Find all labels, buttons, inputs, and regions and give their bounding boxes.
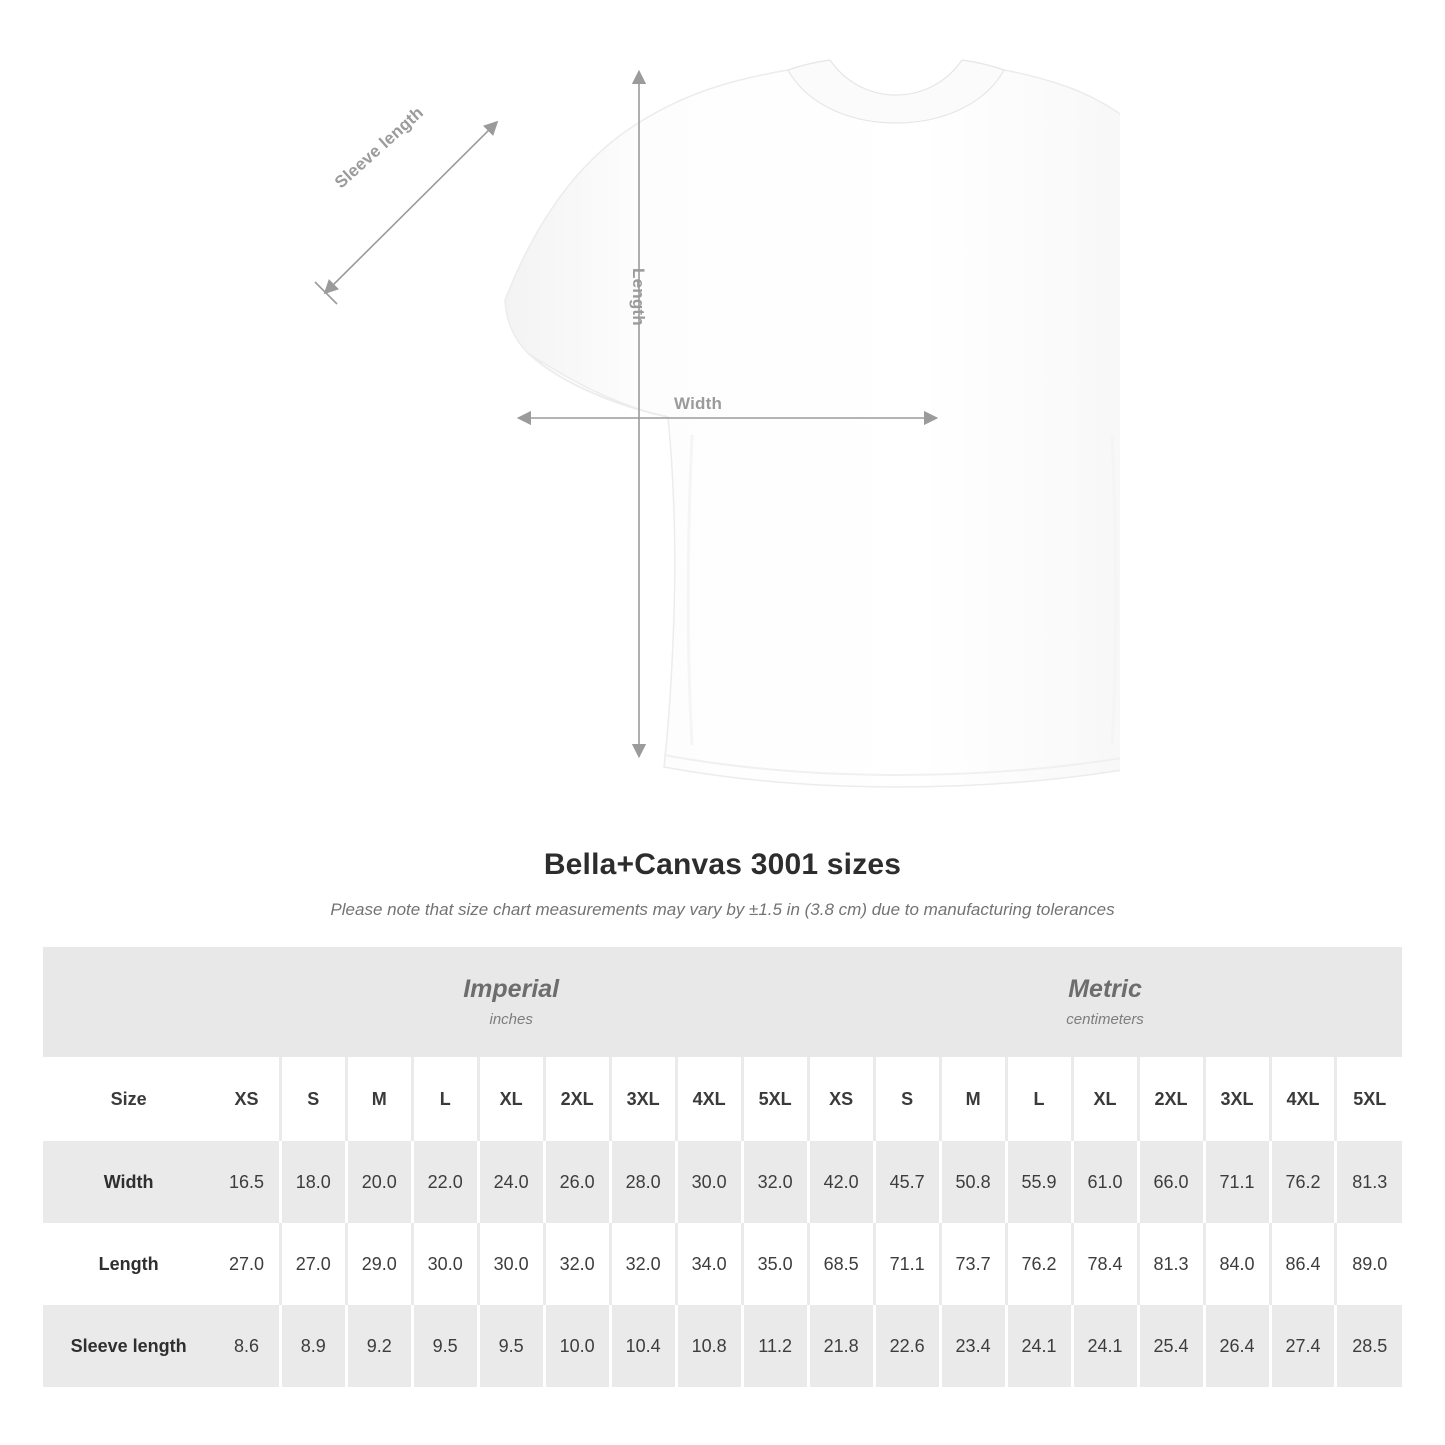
sleeve-length-label: Sleeve length — [331, 102, 428, 193]
size-header-cell: XL — [478, 1057, 544, 1141]
cell-length-metric: 68.5 — [808, 1223, 874, 1305]
cell-sleeve-metric: 28.5 — [1336, 1305, 1402, 1387]
size-header-cell: M — [940, 1057, 1006, 1141]
cell-width-metric: 76.2 — [1270, 1141, 1336, 1223]
cell-sleeve-imperial: 10.8 — [676, 1305, 742, 1387]
width-label: Width — [674, 394, 723, 413]
size-chart-table-wrapper — [43, 947, 1402, 1387]
cell-width-metric: 55.9 — [1006, 1141, 1072, 1223]
cell-sleeve-imperial: 10.0 — [544, 1305, 610, 1387]
cell-sleeve-metric: 24.1 — [1072, 1305, 1138, 1387]
cell-width-imperial: 32.0 — [742, 1141, 808, 1223]
cell-sleeve-metric: 26.4 — [1204, 1305, 1270, 1387]
cell-sleeve-imperial: 8.6 — [214, 1305, 280, 1387]
row-label-width: Width — [43, 1141, 214, 1223]
size-header-cell: S — [874, 1057, 940, 1141]
unit-header-metric — [808, 947, 1402, 1057]
size-header-cell: 2XL — [1138, 1057, 1204, 1141]
cell-width-metric: 45.7 — [874, 1141, 940, 1223]
length-label: Length — [629, 268, 648, 326]
cell-length-metric: 76.2 — [1006, 1223, 1072, 1305]
cell-width-imperial: 16.5 — [214, 1141, 280, 1223]
cell-width-metric: 81.3 — [1336, 1141, 1402, 1223]
row-label-sleeve-length: Sleeve length — [43, 1305, 214, 1387]
table-row — [43, 1223, 1402, 1305]
metric-title: Metric — [1068, 974, 1142, 1003]
cell-length-imperial: 29.0 — [346, 1223, 412, 1305]
cell-length-metric: 86.4 — [1270, 1223, 1336, 1305]
size-header-cell: S — [280, 1057, 346, 1141]
cell-width-metric: 71.1 — [1204, 1141, 1270, 1223]
size-header-cell: L — [412, 1057, 478, 1141]
cell-width-imperial: 24.0 — [478, 1141, 544, 1223]
cell-width-metric: 50.8 — [940, 1141, 1006, 1223]
cell-sleeve-metric: 27.4 — [1270, 1305, 1336, 1387]
cell-width-metric: 66.0 — [1138, 1141, 1204, 1223]
cell-length-metric: 89.0 — [1336, 1223, 1402, 1305]
table-row — [43, 1141, 1402, 1223]
size-header-cell: 5XL — [1336, 1057, 1402, 1141]
cell-length-imperial: 27.0 — [214, 1223, 280, 1305]
imperial-title: Imperial — [463, 974, 560, 1003]
cell-width-metric: 42.0 — [808, 1141, 874, 1223]
cell-length-imperial: 30.0 — [478, 1223, 544, 1305]
cell-sleeve-metric: 23.4 — [940, 1305, 1006, 1387]
cell-length-metric: 84.0 — [1204, 1223, 1270, 1305]
cell-length-metric: 73.7 — [940, 1223, 1006, 1305]
cell-width-imperial: 30.0 — [676, 1141, 742, 1223]
cell-width-imperial: 28.0 — [610, 1141, 676, 1223]
cell-length-imperial: 27.0 — [280, 1223, 346, 1305]
metric-subtitle: centimeters — [1066, 1011, 1144, 1029]
measurement-arrows — [300, 55, 1120, 795]
cell-sleeve-metric: 21.8 — [808, 1305, 874, 1387]
cell-sleeve-metric: 22.6 — [874, 1305, 940, 1387]
size-header-cell: XS — [808, 1057, 874, 1141]
cell-length-imperial: 34.0 — [676, 1223, 742, 1305]
cell-width-imperial: 20.0 — [346, 1141, 412, 1223]
size-header-cell: 5XL — [742, 1057, 808, 1141]
size-chart-table — [43, 947, 1402, 1387]
row-label-length: Length — [43, 1223, 214, 1305]
unit-header-row — [43, 947, 1402, 1057]
cell-length-imperial: 32.0 — [610, 1223, 676, 1305]
cell-length-imperial: 30.0 — [412, 1223, 478, 1305]
cell-length-imperial: 32.0 — [544, 1223, 610, 1305]
cell-length-metric: 81.3 — [1138, 1223, 1204, 1305]
cell-sleeve-imperial: 10.4 — [610, 1305, 676, 1387]
cell-width-imperial: 26.0 — [544, 1141, 610, 1223]
cell-sleeve-imperial: 9.2 — [346, 1305, 412, 1387]
cell-sleeve-metric: 25.4 — [1138, 1305, 1204, 1387]
imperial-subtitle: inches — [489, 1011, 533, 1029]
tolerance-note: Please note that size chart measurements may vary by ±1.5 in (3.8 cm) due to manufacturing tolerances — [330, 900, 1115, 919]
page-title: Bella+Canvas 3001 sizes — [543, 848, 902, 881]
size-row-label: Size — [43, 1057, 214, 1141]
cell-length-metric: 78.4 — [1072, 1223, 1138, 1305]
size-header-cell: 3XL — [610, 1057, 676, 1141]
size-header-cell: L — [1006, 1057, 1072, 1141]
cell-width-imperial: 22.0 — [412, 1141, 478, 1223]
cell-sleeve-imperial: 9.5 — [478, 1305, 544, 1387]
size-header-cell: 3XL — [1204, 1057, 1270, 1141]
cell-length-metric: 71.1 — [874, 1223, 940, 1305]
cell-sleeve-metric: 24.1 — [1006, 1305, 1072, 1387]
size-header-row — [43, 1057, 1402, 1141]
cell-length-imperial: 35.0 — [742, 1223, 808, 1305]
table-row — [43, 1305, 1402, 1387]
cell-width-metric: 61.0 — [1072, 1141, 1138, 1223]
size-header-cell: 4XL — [676, 1057, 742, 1141]
size-header-cell: XL — [1072, 1057, 1138, 1141]
size-header-cell: 4XL — [1270, 1057, 1336, 1141]
size-header-cell: XS — [214, 1057, 280, 1141]
cell-sleeve-imperial: 9.5 — [412, 1305, 478, 1387]
cell-sleeve-imperial: 8.9 — [280, 1305, 346, 1387]
unit-header-imperial — [214, 947, 808, 1057]
cell-sleeve-imperial: 11.2 — [742, 1305, 808, 1387]
size-header-cell: M — [346, 1057, 412, 1141]
size-header-cell: 2XL — [544, 1057, 610, 1141]
cell-width-imperial: 18.0 — [280, 1141, 346, 1223]
unit-header-spacer — [43, 947, 214, 1057]
